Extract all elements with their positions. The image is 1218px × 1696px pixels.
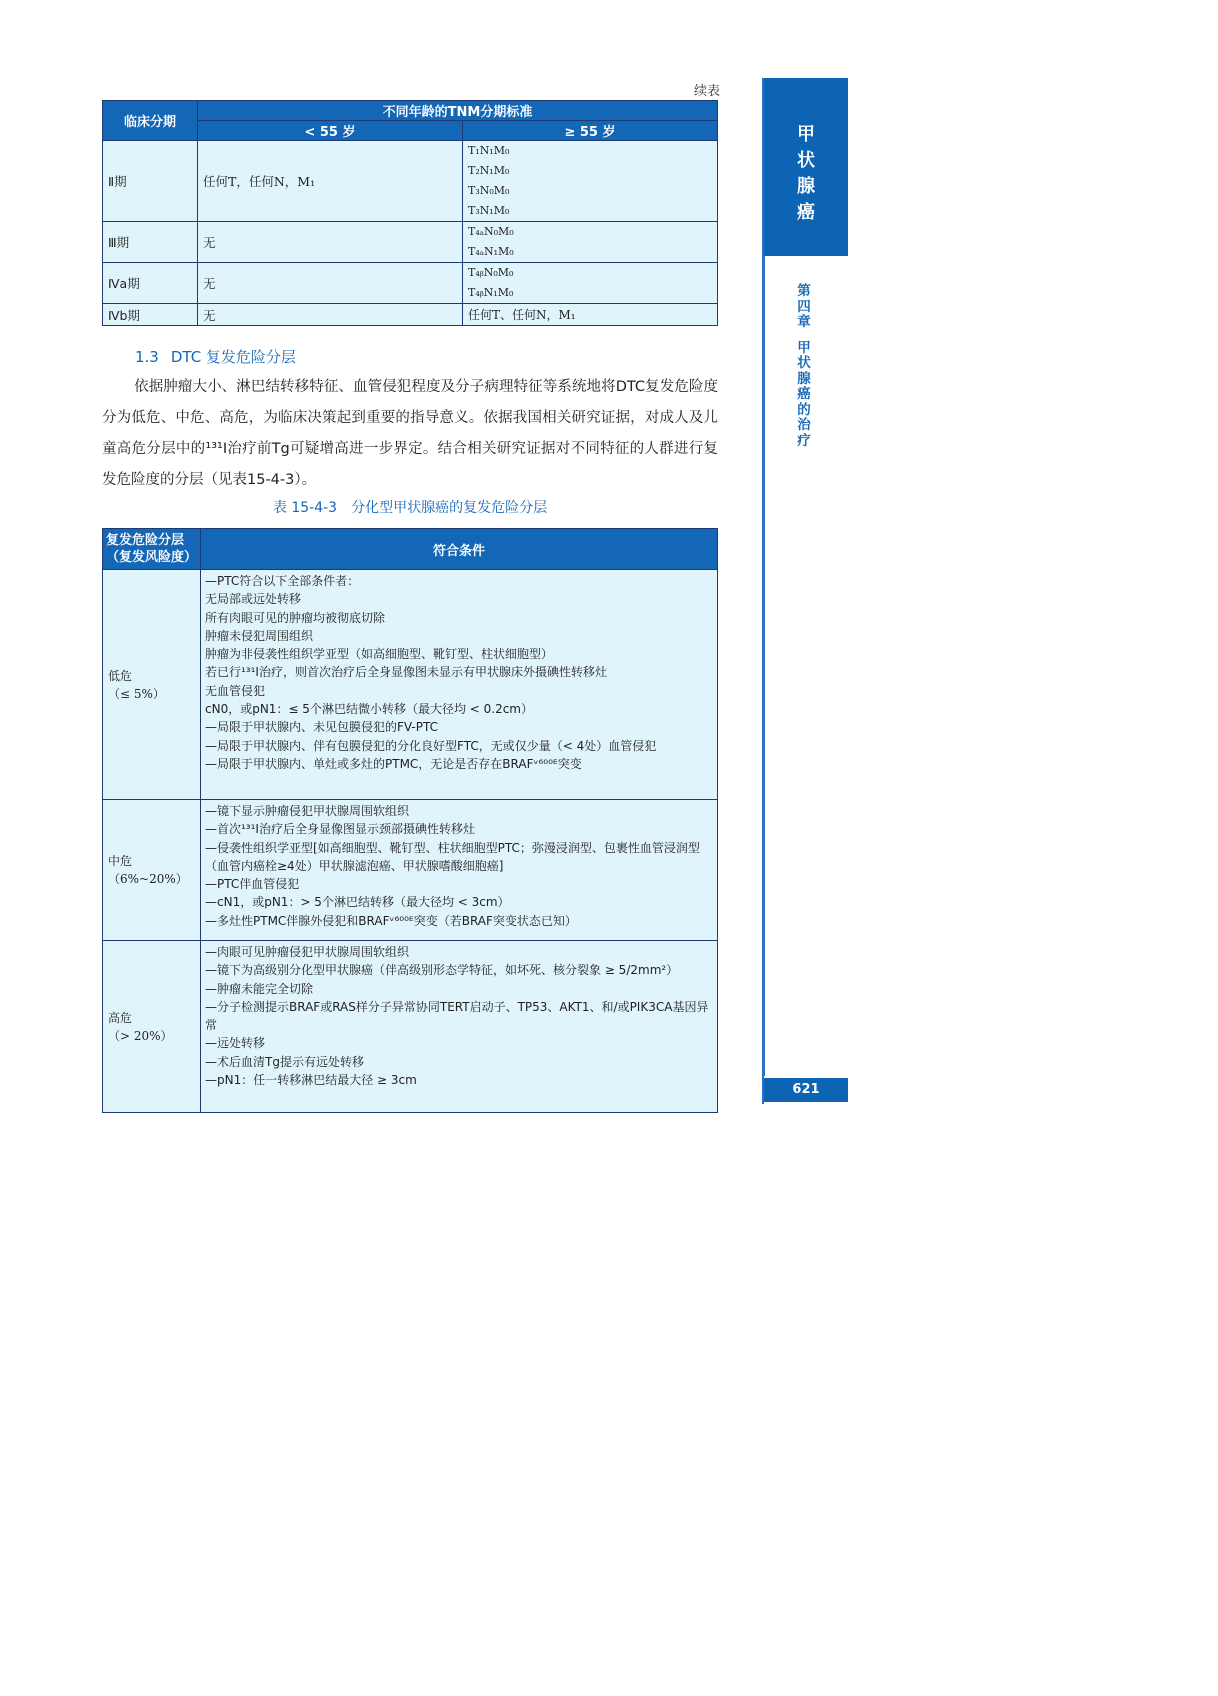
stage-cell: Ⅲ期 (103, 222, 198, 263)
chapter-title-char: 的 (797, 401, 811, 418)
criteria-item: 肿瘤未侵犯周围组织 (205, 628, 314, 643)
book-title-char: 状 (797, 150, 815, 171)
risk-level-label: 低危 (108, 668, 133, 683)
chapter-title-char: 腺 (797, 370, 811, 387)
section-heading (135, 346, 296, 367)
body-paragraph (102, 372, 718, 496)
table-row (103, 141, 718, 222)
chapter-title-char: 癌 (797, 386, 811, 402)
tnm-value: T₄ₐN₁M₀ (468, 245, 514, 258)
book-title-char: 甲 (797, 124, 815, 145)
table-row (103, 222, 718, 263)
sidebar-inner-rule (764, 256, 765, 1076)
tnm-value: T₃N₁M₀ (468, 204, 510, 217)
tnm-group-header: 不同年龄的TNM分期标准 (198, 101, 718, 121)
table-row (103, 263, 718, 304)
under-55-cell: 无 (198, 304, 463, 326)
over-55-cell (463, 222, 718, 263)
chapter-char: 四 (797, 298, 811, 315)
tnm-value: T₄ᵦN₁M₀ (468, 286, 514, 299)
criteria-item: —肉眼可见肿瘤侵犯甲状腺周围软组织 (205, 945, 410, 959)
book-title-block (764, 78, 848, 256)
table-caption: 表 15-4-3 分化型甲状腺癌的复发危险分层 (272, 500, 548, 516)
criteria-item: 肿瘤为非侵袭性组织学亚型（如高细胞型、靴钉型、柱状细胞型） (205, 647, 554, 662)
criteria-item: —分子检测提示BRAF或RAS样分子异常协同TERT启动子、TP53、AKT1、和/或PIK3CA基因异常 (205, 999, 709, 1033)
stage-cell: Ⅳb期 (103, 304, 198, 326)
tnm-value: T₃N₀M₀ (468, 184, 510, 197)
risk-level-label: 中危 (108, 854, 133, 868)
chapter-title-char: 疗 (797, 432, 811, 449)
over-55-cell (463, 263, 718, 304)
criteria-item: —pN1：任一转移淋巴结最大径 ≥ 3cm (205, 1073, 417, 1088)
risk-level-label: 高危 (108, 1010, 133, 1025)
criteria-item: —肿瘤未能完全切除 (205, 981, 314, 996)
chapter-char: 第 (797, 283, 811, 299)
stage-cell: Ⅳa期 (103, 263, 198, 304)
criteria-item: —局限于甲状腺内、伴有包膜侵犯的分化良好型FTC，无或仅少量（< 4处）血管侵犯 (205, 738, 657, 753)
over-55-cell: 任何T、任何N，M₁ (463, 304, 718, 326)
risk-level-range: （> 20%） (108, 1028, 173, 1043)
paragraph-text: 依据肿瘤大小、淋巴结转移特征、血管侵犯程度及分子病理特征等系统地将DTC复发危险度分为低危、中危、高危，为临床决策起到重要的指导意义。依据我国相关研究证据，对成人及儿童高危分层中的¹³¹I治疗前Tg可疑增高进一步界定。结合相关研究证据对不同特征的人群进行复发危险度的分层（见表15-4-3）。 (102, 379, 718, 488)
criteria-item: —局限于甲状腺内、未见包膜侵犯的FV-PTC (205, 720, 438, 735)
chapter-char: 章 (797, 314, 811, 330)
chapter-title-char: 治 (797, 417, 811, 433)
section-title: DTC 复发危险分层 (170, 348, 296, 366)
book-title-char: 癌 (797, 202, 815, 223)
criteria-item: —术后血清Tg提示有远处转移 (205, 1054, 364, 1069)
page-number: 621 (764, 1078, 848, 1102)
table-row-intermediate-risk (103, 800, 718, 941)
criteria-item: —局限于甲状腺内、单灶或多灶的PTMC，无论是否存在BRAFᵛ⁶⁰⁰ᴱ突变 (205, 756, 582, 771)
criteria-item: —多灶性PTMC伴腺外侵犯和BRAFᵛ⁶⁰⁰ᴱ突变（若BRAF突变状态已知） (205, 913, 577, 928)
tnm-value: T₂N₁M₀ (468, 164, 510, 177)
criteria-item: —镜下显示肿瘤侵犯甲状腺周围软组织 (205, 804, 410, 818)
table-row-low-risk (103, 570, 718, 800)
recurrence-risk-table (102, 528, 718, 1113)
risk-level-cell (103, 800, 201, 941)
risk-level-cell (103, 941, 201, 1113)
continued-table-label: 续表 (693, 84, 720, 99)
stage-cell: Ⅱ期 (103, 141, 198, 222)
criteria-cell (201, 570, 718, 800)
criteria-item: cN0，或pN1：≤ 5个淋巴结微小转移（最大径均 < 0.2cm） (205, 702, 533, 717)
risk-level-column-header (103, 529, 201, 570)
criteria-item: 所有肉眼可见的肿瘤均被彻底切除 (205, 610, 386, 625)
under-55-cell (198, 141, 463, 222)
risk-level-header-line: 复发危险分层 (106, 533, 185, 548)
criteria-column-header: 符合条件 (201, 529, 718, 570)
book-title (764, 122, 848, 226)
book-title-char: 腺 (797, 176, 815, 197)
criteria-item: —cN1，或pN1：> 5个淋巴结转移（最大径均 < 3cm） (205, 895, 510, 910)
chapter-title-char: 状 (797, 355, 811, 371)
chapter-title-char: 甲 (797, 339, 811, 356)
criteria-item: —PTC伴血管侵犯 (205, 877, 300, 892)
table-row (103, 304, 718, 326)
risk-level-cell (103, 570, 201, 800)
section-number: 1.3 (135, 348, 159, 366)
chapter-label (792, 284, 816, 449)
tnm-staging-table (102, 100, 718, 326)
tnm-value: T₄ₐN₀M₀ (468, 225, 514, 238)
under-55-cell: 无 (198, 222, 463, 263)
criteria-item: —PTC符合以下全部条件者： (205, 574, 360, 588)
risk-level-header-line: （复发风险度） (106, 550, 198, 565)
criteria-item: 无血管侵犯 (205, 683, 266, 698)
under-55-header: < 55 岁 (198, 121, 463, 141)
table-row-high-risk (103, 941, 718, 1113)
criteria-item: —镜下为高级别分化型甲状腺癌（伴高级别形态学特征，如坏死、核分裂象 ≥ 5/2mm²） (205, 963, 679, 978)
criteria-cell (201, 800, 718, 941)
tnm-value: T₄ᵦN₀M₀ (468, 266, 514, 279)
over-55-cell (463, 141, 718, 222)
criteria-cell (201, 941, 718, 1113)
over-55-header: ≥ 55 岁 (463, 121, 718, 141)
criteria-item: 若已行¹³¹I治疗，则首次治疗后全身显像图未显示有甲状腺床外摄碘性转移灶 (205, 665, 607, 680)
stage-column-header: 临床分期 (103, 101, 198, 141)
under-55-value: 任何T，任何N，M₁ (203, 174, 316, 189)
criteria-item: 无局部或远处转移 (205, 592, 302, 607)
criteria-item: —远处转移 (205, 1036, 266, 1051)
risk-level-range: （≤ 5%） (108, 686, 165, 701)
criteria-item: —首次¹³¹I治疗后全身显像图显示颈部摄碘性转移灶 (205, 822, 475, 837)
under-55-cell: 无 (198, 263, 463, 304)
risk-level-range: （6%~20%） (108, 872, 188, 886)
criteria-item: —侵袭性组织学亚型[如高细胞型、靴钉型、柱状细胞型PTC；弥漫浸润型、包裹性血管浸润型（血管内癌栓≥4处）甲状腺滤泡癌、甲状腺嗜酸细胞癌] (205, 840, 700, 873)
tnm-value: T₁N₁M₀ (468, 144, 510, 157)
